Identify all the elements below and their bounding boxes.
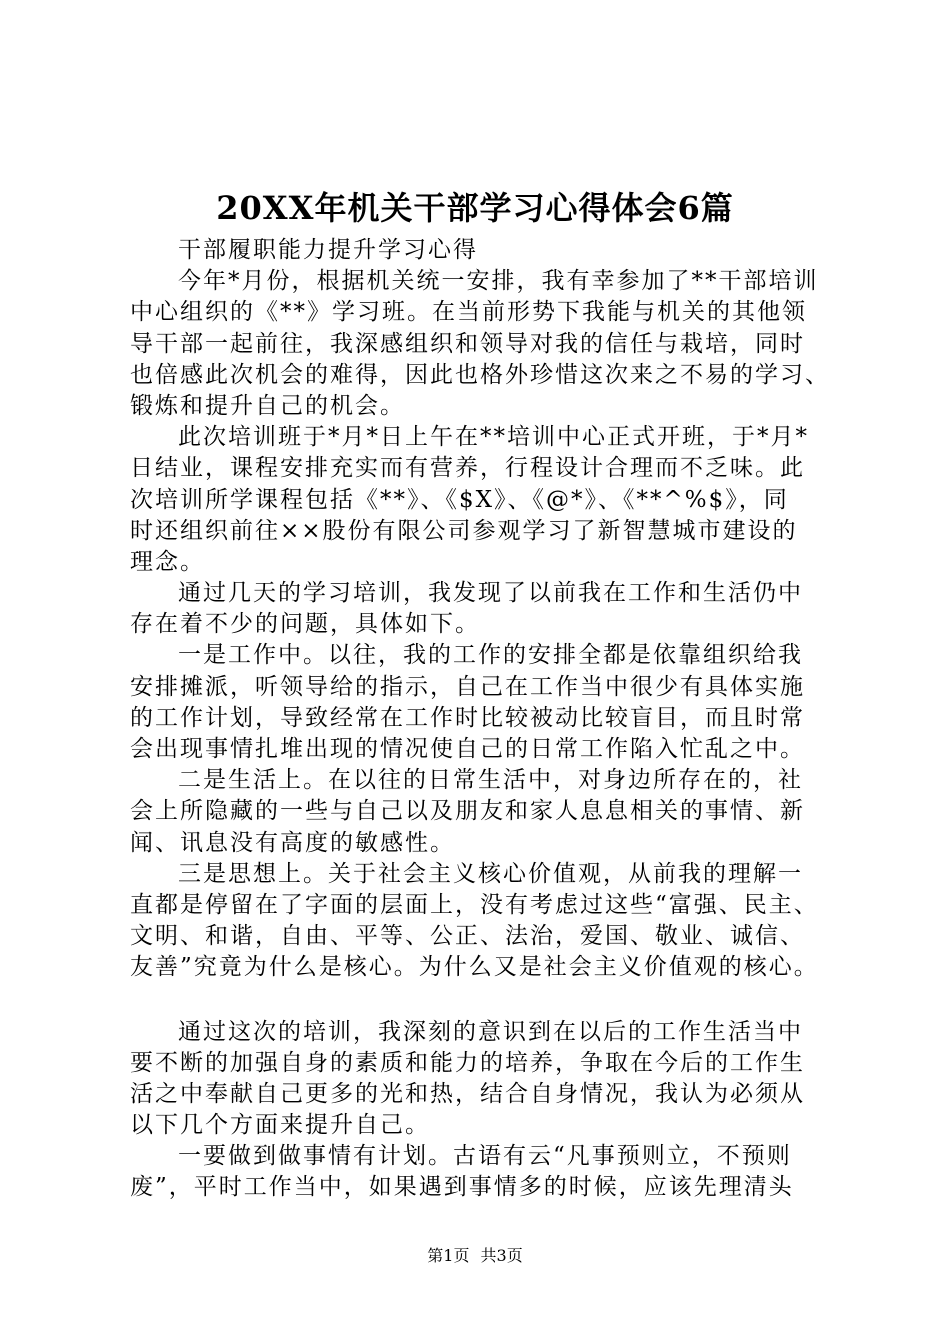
body-line: 一是工作中。以往，我的工作的安排全都是依靠组织给我 [178, 642, 803, 669]
body-line: 闻、讯息没有高度的敏感性。 [130, 829, 455, 856]
body-line: 会上所隐藏的一些与自己以及朋友和家人息息相关的事情、新 [130, 798, 805, 825]
body-line: 三是思想上。关于社会主义核心价值观，从前我的理解一 [178, 860, 803, 887]
body-line: 理念。 [130, 548, 205, 575]
body-line: 通过几天的学习培训，我发现了以前我在工作和生活仍中 [178, 580, 803, 607]
document-title: 20XX年机关干部学习心得体会6篇 [216, 189, 734, 227]
body-line: 安排摊派，听领导给的指示，自己在工作当中很少有具体实施 [130, 673, 805, 700]
body-line: 日结业，课程安排充实而有营养，行程设计合理而不乏味。此 [130, 455, 805, 482]
body-line: 友善”究竟为什么是核心。为什么又是社会主义价值观的核心。 [130, 954, 819, 981]
body-line: 通过这次的培训，我深刻的意识到在以后的工作生活当中 [178, 1018, 803, 1045]
document-body [130, 235, 830, 1204]
subtitle-line: 干部履职能力提升学习心得 [178, 237, 478, 263]
body-line: 直都是停留在了字面的层面上，没有考虑过这些“富强、民主、 [130, 891, 819, 918]
body-line: 要不断的加强自身的素质和能力的培养，争取在今后的工作生 [130, 1049, 805, 1076]
body-line: 时还组织前往××股份有限公司参观学习了新智慧城市建设的 [130, 517, 798, 544]
body-line: 文明、和谐，自由、平等、公正、法治，爱国、敬业、诚信、 [130, 923, 805, 950]
body-line: 活之中奉献自己更多的光和热，结合自身情况，我认为必须从 [130, 1080, 805, 1107]
body-line: 也倍感此次机会的难得，因此也格外珍惜这次来之不易的学习、 [130, 361, 830, 388]
body-line: 今年*月份，根据机关统一安排，我有幸参加了**干部培训 [178, 268, 819, 295]
body-line: 的工作计划，导致经常在工作时比较被动比较盲目，而且时常 [130, 704, 805, 731]
body-line: 一要做到做事情有计划。古语有云“凡事预则立，不预则 [178, 1143, 792, 1170]
page-footer [0, 1244, 950, 1268]
body-line: 次培训所学课程包括《**》、《$X》、《@*》、《**^%$》，同 [130, 486, 789, 513]
body-line: 导干部一起前往，我深感组织和领导对我的信任与栽培，同时 [130, 330, 805, 357]
body-line: 会出现事情扎堆出现的情况使自己的日常工作陷入忙乱之中。 [130, 736, 805, 762]
body-line: 以下几个方面来提升自己。 [130, 1112, 430, 1139]
page-number: 第1页 [427, 1246, 470, 1265]
body-line: 二是生活上。在以往的日常生活中，对身边所存在的，社 [178, 767, 803, 794]
body-line: 此次培训班于*月*日上午在**培训中心正式开班，于*月* [178, 424, 809, 451]
page-total: 共3页 [480, 1246, 523, 1265]
paragraph-gap [130, 984, 830, 1017]
body-line: 中心组织的《**》学习班。在当前形势下我能与机关的其他领 [130, 299, 807, 326]
body-line: 存在着不少的问题，具体如下。 [130, 611, 480, 638]
body-line: 废”，平时工作当中，如果遇到事情多的时候，应该先理清头 [130, 1174, 794, 1201]
body-line: 锻炼和提升自己的机会。 [130, 392, 405, 419]
